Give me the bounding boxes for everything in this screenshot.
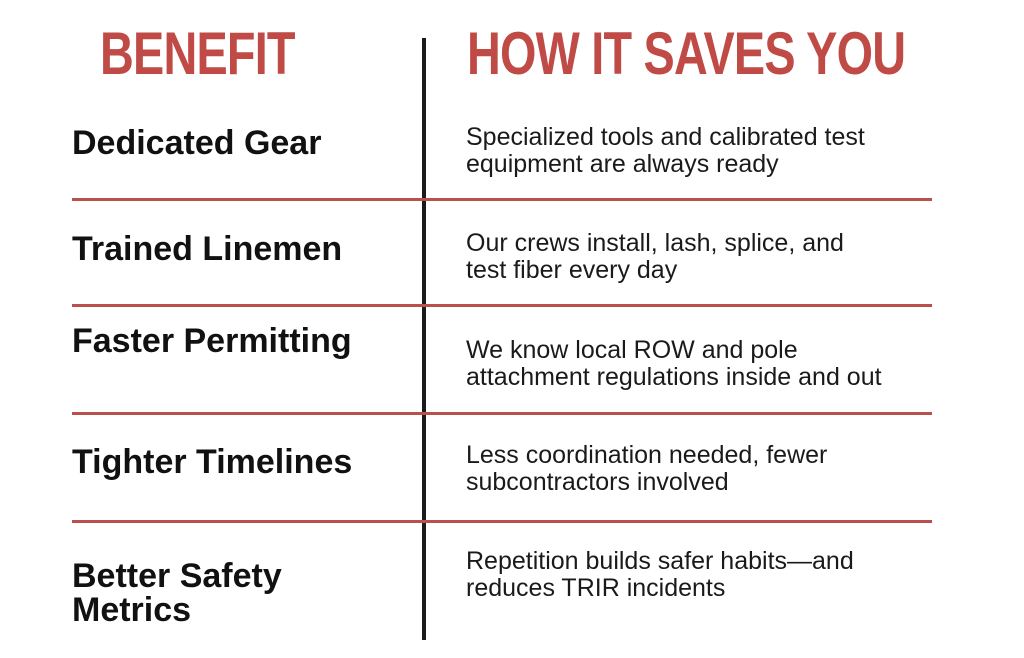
benefit-better-safety-metrics: Better Safety Metrics — [72, 557, 282, 629]
description-tighter-timelines: Less coordination needed, fewer subcontractors involved — [466, 441, 828, 496]
benefit-tighter-timelines: Tighter Timelines — [72, 443, 353, 481]
benefit-dedicated-gear: Dedicated Gear — [72, 124, 322, 162]
row-divider — [72, 198, 932, 201]
benefit-trained-linemen: Trained Linemen — [72, 230, 343, 268]
column-divider — [422, 38, 426, 640]
description-better-safety-metrics: Repetition builds safer habits—and reduces TRIR incidents — [466, 547, 854, 602]
benefit-column-header: BENEFIT — [100, 20, 295, 87]
benefit-faster-permitting: Faster Permitting — [72, 322, 352, 360]
row-divider — [72, 520, 932, 523]
description-dedicated-gear: Specialized tools and calibrated test equipment are always ready — [466, 123, 865, 178]
how-it-saves-you-column-header: HOW IT SAVES YOU — [467, 20, 906, 87]
row-divider — [72, 412, 932, 415]
description-faster-permitting: We know local ROW and pole attachment regulations inside and out — [466, 336, 882, 391]
description-trained-linemen: Our crews install, lash, splice, and test fiber every day — [466, 229, 844, 284]
row-divider — [72, 304, 932, 307]
